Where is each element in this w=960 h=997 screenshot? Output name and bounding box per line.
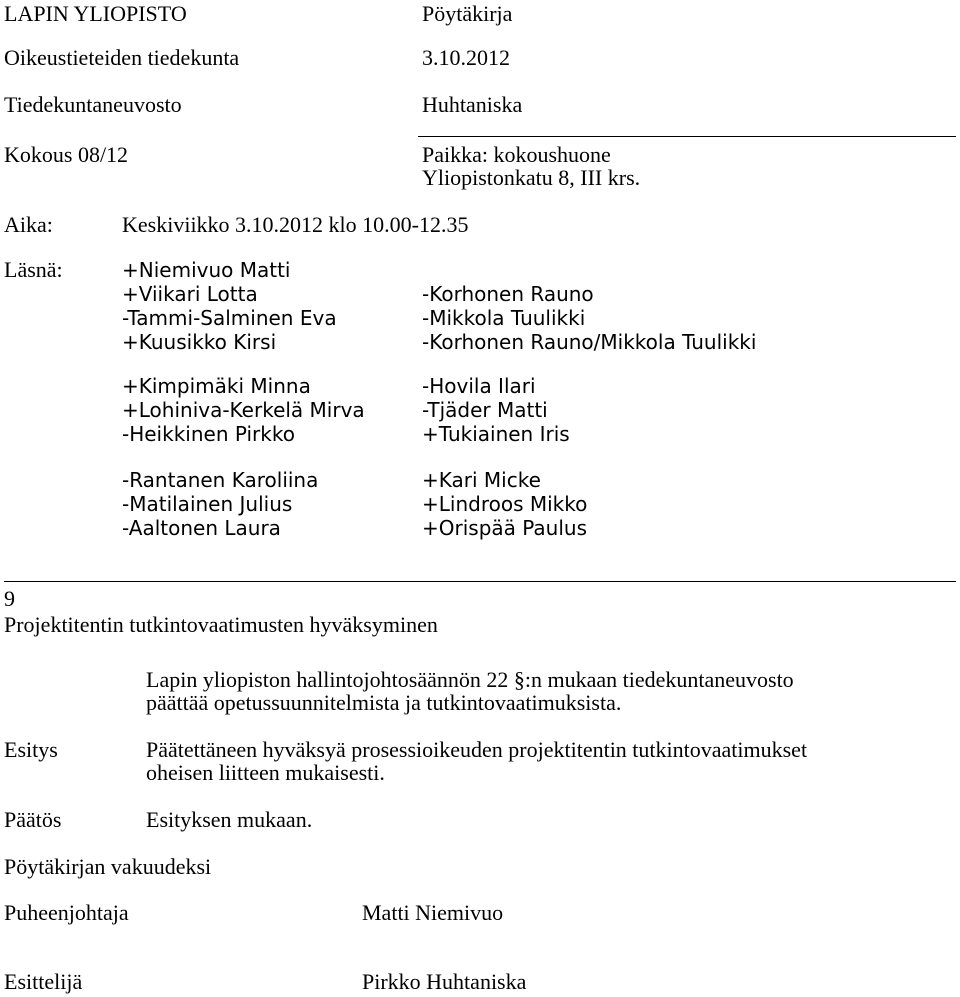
chair-label: Puheenjohtaja [4, 900, 129, 925]
item-title: Projektitentin tutkintovaatimusten hyväksyminen [4, 612, 438, 637]
attendee-right: -Hovila Ilari [422, 374, 536, 398]
item-intro-line-1: Lapin yliopiston hallintojohtosäännön 22 §:n mukaan tiedekuntaneuvosto [146, 667, 794, 692]
attendee-right: -Tjäder Matti [422, 398, 548, 422]
attendee-left: -Rantanen Karoliina [122, 468, 319, 492]
meeting-date: 3.10.2012 [422, 45, 510, 70]
attendee-right: +Lindroos Mikko [422, 492, 588, 516]
proposal-label: Esitys [4, 737, 58, 762]
faculty-name: Oikeustieteiden tiedekunta [4, 45, 240, 70]
place-line-2: Yliopistonkatu 8, III krs. [422, 165, 641, 190]
chair-name: Matti Niemivuo [362, 900, 504, 925]
attendee-right: +Kari Micke [422, 468, 541, 492]
attendee-left: +Lohiniva-Kerkelä Mirva [122, 398, 365, 422]
attendee-left: -Aaltonen Laura [122, 516, 281, 540]
place-line-1: Paikka: kokoushuone [422, 142, 611, 167]
time-label: Aika: [4, 212, 53, 237]
item-number: 9 [4, 586, 15, 611]
attendee-right: -Mikkola Tuulikki [422, 306, 586, 330]
item-rule [4, 581, 956, 582]
attendee-right: +Orispää Paulus [422, 516, 588, 540]
signatures-heading: Pöytäkirjan vakuudeksi [4, 854, 212, 879]
attendee-left: +Viikari Lotta [122, 282, 258, 306]
item-intro-line-2: päättää opetussuunnitelmista ja tutkintovaatimuksista. [146, 690, 622, 715]
proposal-line-1: Päätettäneen hyväksyä prosessioikeuden projektitentin tutkintovaatimukset [146, 737, 808, 762]
proposal-line-2: oheisen liitteen mukaisesti. [146, 760, 385, 785]
attendees-label: Läsnä: [4, 257, 63, 282]
attendee-left: -Tammi-Salminen Eva [122, 306, 337, 330]
attendee-right: +Tukiainen Iris [422, 422, 570, 446]
attendee-left: -Heikkinen Pirkko [122, 422, 295, 446]
attendee-right: -Korhonen Rauno/Mikkola Tuulikki [422, 330, 757, 354]
attendee-left: -Matilainen Julius [122, 492, 293, 516]
decision-text: Esityksen mukaan. [146, 807, 313, 832]
meeting-number: Kokous 08/12 [4, 142, 129, 167]
university-name: LAPIN YLIOPISTO [4, 1, 187, 26]
attendee-left: +Kimpimäki Minna [122, 374, 311, 398]
attendee-left: +Niemivuo Matti [122, 258, 291, 282]
secretary-name: Pirkko Huhtaniska [362, 969, 527, 994]
secretary-surname: Huhtaniska [422, 92, 523, 117]
time-value: Keskiviikko 3.10.2012 klo 10.00-12.35 [122, 212, 469, 237]
attendee-left: +Kuusikko Kirsi [122, 330, 277, 354]
document-type: Pöytäkirja [422, 1, 513, 26]
decision-label: Päätös [4, 807, 62, 832]
council-name: Tiedekuntaneuvosto [4, 92, 182, 117]
attendee-right: -Korhonen Rauno [422, 282, 594, 306]
header-rule [418, 136, 956, 137]
secretary-label: Esittelijä [4, 969, 83, 994]
